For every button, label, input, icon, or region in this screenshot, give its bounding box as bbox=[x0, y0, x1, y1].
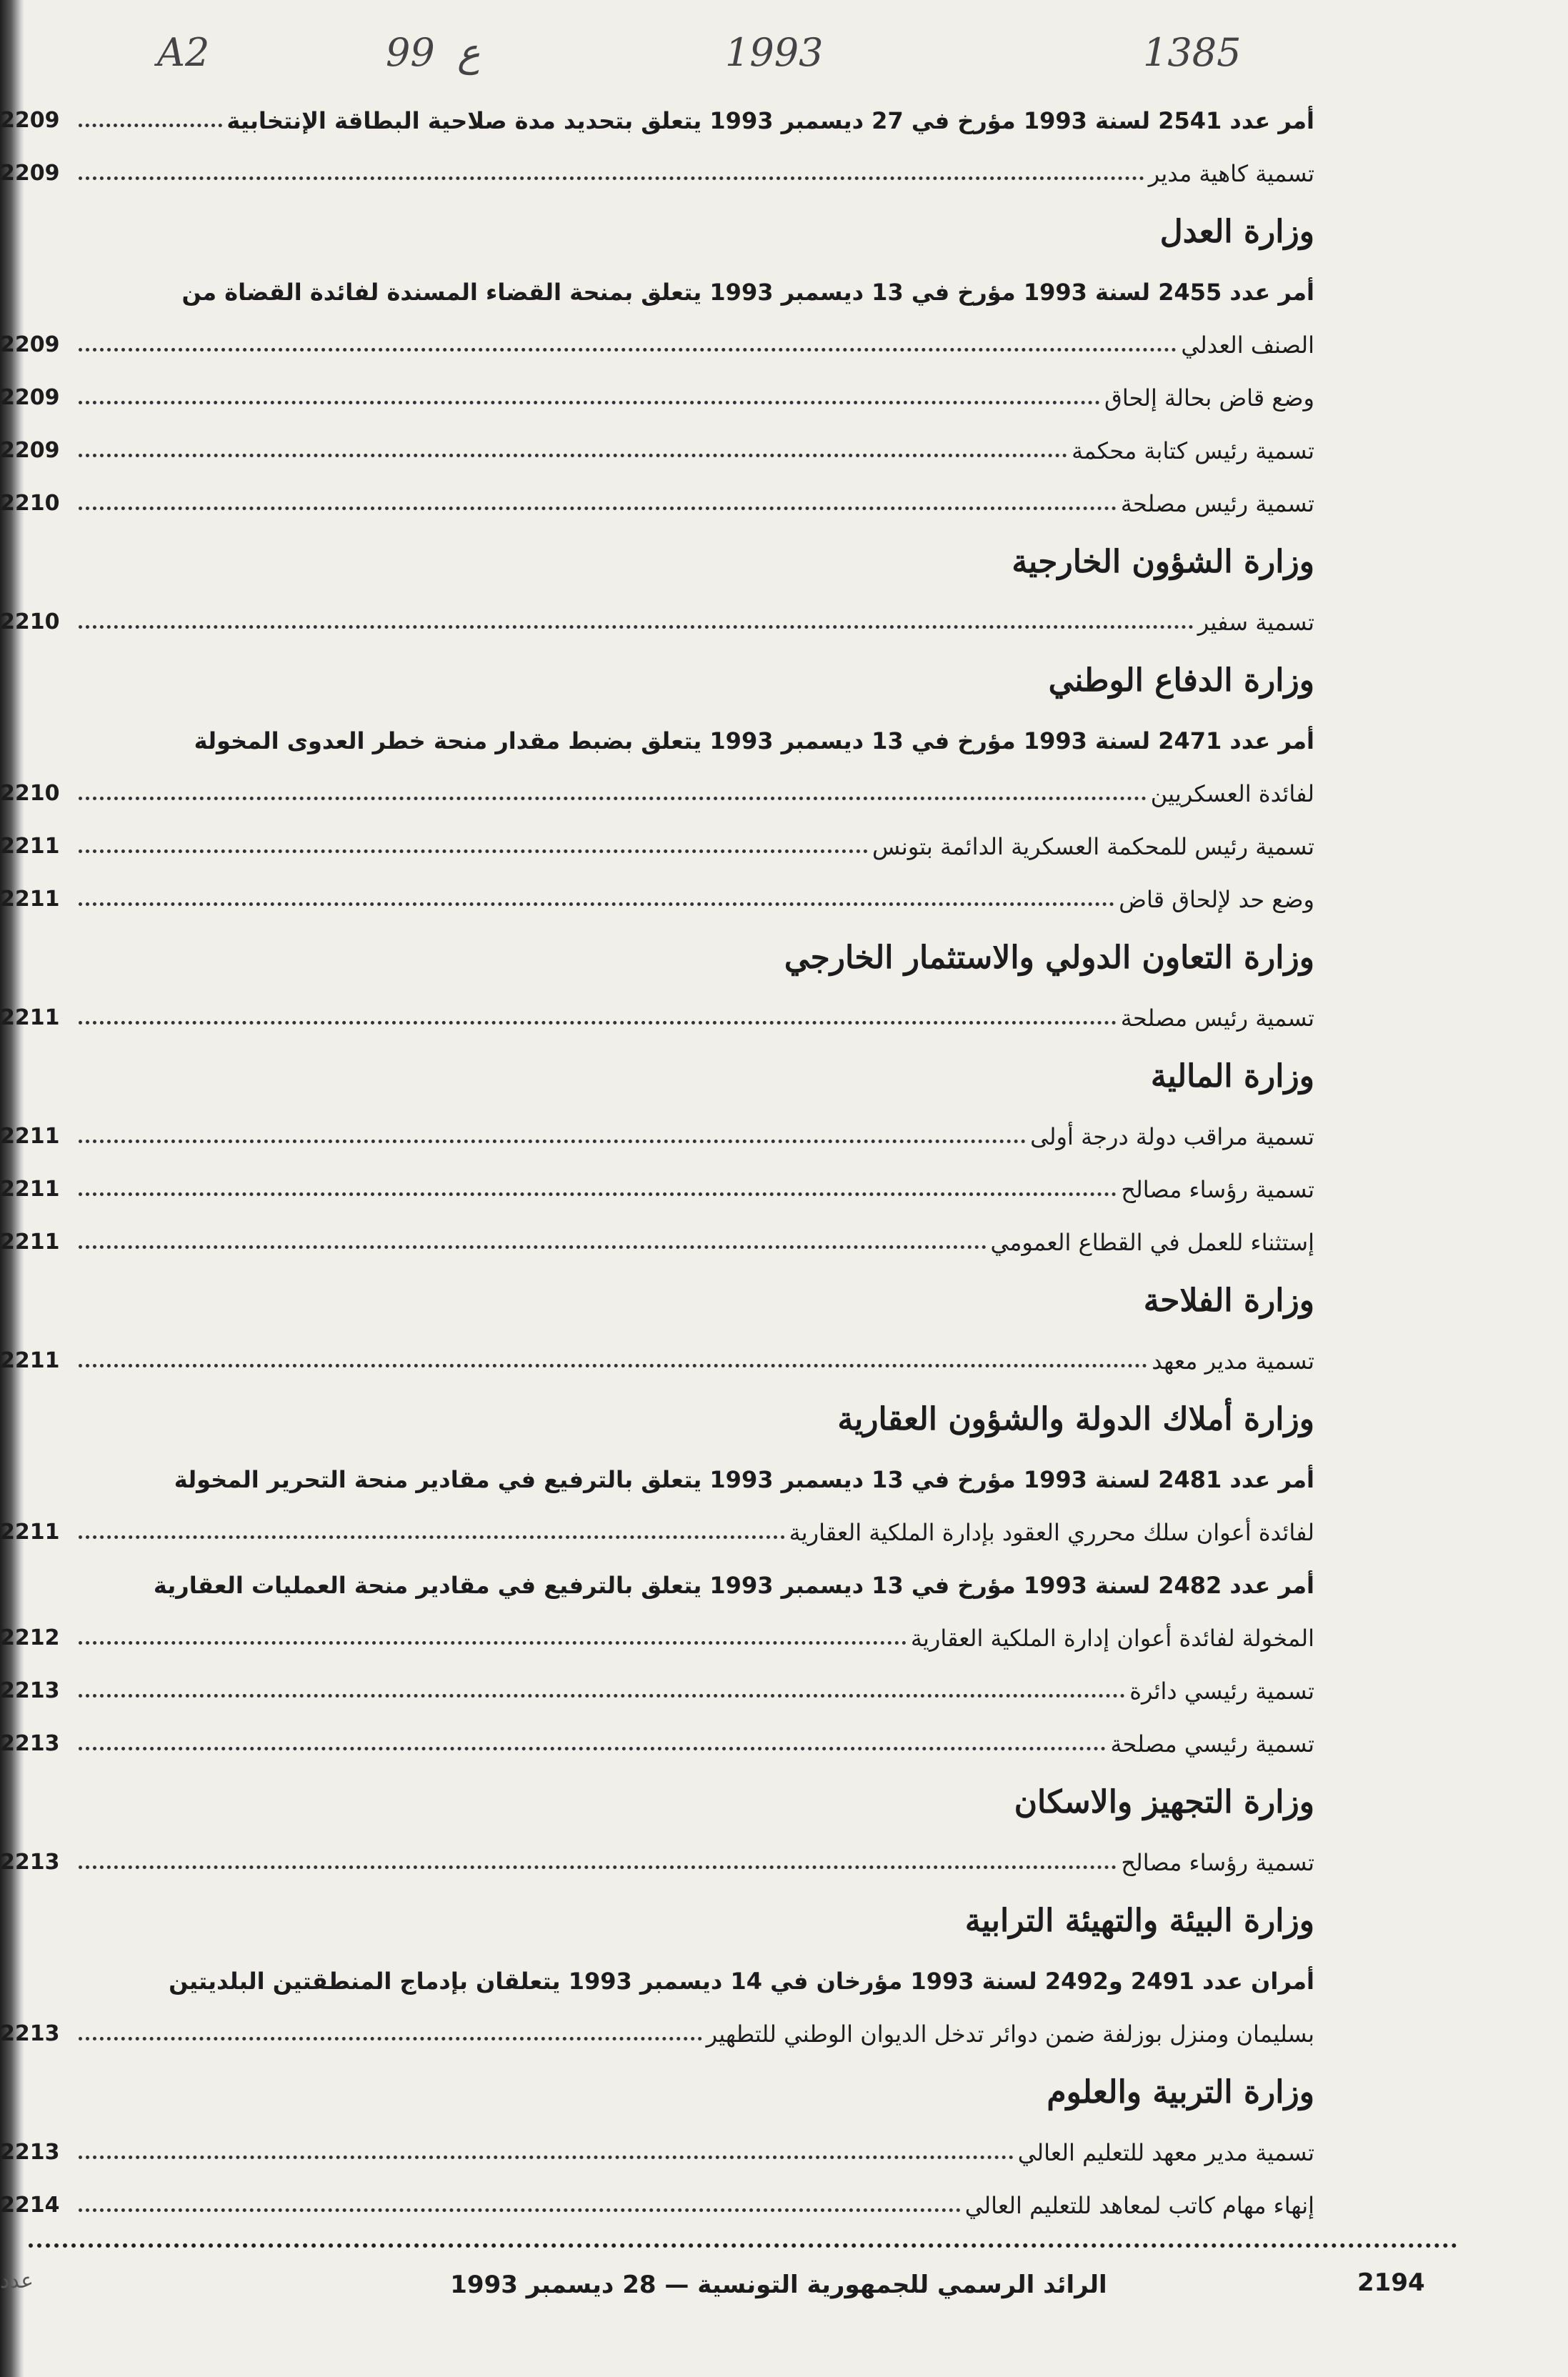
toc-entry-text: تسمية رئيسي دائرة bbox=[1129, 1678, 1314, 1705]
toc-entry bbox=[0, 812, 1314, 864]
dot-leader bbox=[79, 1364, 1147, 1367]
ministry-heading bbox=[29, 1260, 1314, 1326]
dot-leader bbox=[79, 401, 1100, 404]
toc-page-number: 2212 bbox=[0, 1625, 60, 1650]
toc-entry-text: تسمية رئيسي مصلحة bbox=[1110, 1730, 1314, 1758]
dot-leader bbox=[79, 1140, 1026, 1143]
toc-entry bbox=[0, 1709, 1314, 1762]
toc-page-number: 2209 bbox=[0, 108, 60, 133]
toc-entry-text: الصنف العدلي bbox=[1181, 332, 1314, 359]
ministry-heading-text: وزارة الفلاحة bbox=[1143, 1282, 1314, 1319]
toc-page-number: 2211 bbox=[0, 1005, 60, 1030]
toc-entry-text: أمر عدد 2471 لسنة 1993 مؤرخ في 13 ديسمبر 1993 يتعلق بضبط مقدار منحة خطر العدوى المخولة bbox=[194, 727, 1314, 754]
dot-leader bbox=[79, 176, 1144, 180]
dot-leader bbox=[79, 797, 1147, 800]
toc-page-number: 2213 bbox=[0, 1731, 60, 1756]
table-of-contents bbox=[0, 86, 1314, 2223]
dot-leader bbox=[79, 1245, 987, 1249]
dot-leader bbox=[79, 1865, 1117, 1869]
handwritten-note-year: 1993 bbox=[725, 30, 824, 75]
toc-entry-text: إنهاء مهام كاتب لمعاهد للتعليم العالي bbox=[964, 2192, 1314, 2219]
ministry-heading bbox=[29, 2052, 1314, 2118]
toc-entry bbox=[0, 416, 1314, 469]
toc-entry-text: تسمية رئيس مصلحة bbox=[1120, 1005, 1314, 1032]
footer-divider bbox=[29, 2243, 1457, 2248]
toc-entry-text: تسمية كاهية مدير bbox=[1148, 160, 1314, 187]
toc-entry-text: أمران عدد 2491 و2492 لسنة 1993 مؤرخان في 14 ديسمبر 1993 يتعلقان بإدماج المنطقتين البلديتين bbox=[169, 1968, 1314, 1995]
toc-page-number: 2209 bbox=[0, 332, 60, 357]
toc-entry bbox=[0, 139, 1314, 191]
ministry-heading-text: وزارة الدفاع الوطني bbox=[1048, 662, 1314, 699]
toc-entry bbox=[0, 864, 1314, 917]
toc-page-number: 2211 bbox=[0, 1124, 60, 1149]
toc-entry bbox=[0, 2118, 1314, 2171]
toc-entry-text: وضع قاض بحالة إلحاق bbox=[1104, 384, 1314, 412]
handwritten-note-1385: 1385 bbox=[1143, 30, 1242, 75]
toc-entry bbox=[0, 1102, 1314, 1155]
toc-entry bbox=[0, 1498, 1314, 1550]
toc-entry-text: تسمية رؤساء مصالح bbox=[1121, 1176, 1314, 1203]
toc-entry-text: تسمية مراقب دولة درجة أولى bbox=[1030, 1123, 1314, 1150]
toc-entry-text: أمر عدد 2455 لسنة 1993 مؤرخ في 13 ديسمبر 1993 يتعلق بمنحة القضاء المسندة لفائدة القضاة من bbox=[181, 279, 1314, 306]
toc-entry bbox=[0, 469, 1314, 522]
toc-entry-text: لفائدة أعوان سلك محرري العقود بإدارة الملكية العقارية bbox=[789, 1519, 1314, 1546]
ministry-heading bbox=[29, 1880, 1314, 1946]
dot-leader bbox=[79, 507, 1117, 510]
footer-page-number: 2194 bbox=[1357, 2268, 1425, 2297]
dot-leader bbox=[79, 1747, 1106, 1750]
toc-page-number: 2211 bbox=[0, 1177, 60, 1202]
toc-page-number: 2211 bbox=[0, 1520, 60, 1545]
toc-entry-text: أمر عدد 2541 لسنة 1993 مؤرخ في 27 ديسمبر 1993 يتعلق بتحديد مدة صلاحية البطاقة الإنتخابية bbox=[226, 107, 1314, 134]
toc-entry-text: تسمية رئيس مصلحة bbox=[1120, 490, 1314, 517]
toc-page-number: 2211 bbox=[0, 1230, 60, 1255]
footer-gazette-title: الرائد الرسمي للجمهورية التونسية — 28 ديسمبر 1993 bbox=[450, 2271, 1107, 2299]
dot-leader bbox=[79, 1021, 1117, 1025]
toc-page-number: 2214 bbox=[0, 2193, 60, 2218]
dot-leader bbox=[79, 902, 1114, 906]
dot-leader bbox=[79, 625, 1194, 629]
toc-page-number: 2213 bbox=[0, 1850, 60, 1875]
toc-page-number: 2213 bbox=[0, 2021, 60, 2046]
ministry-heading bbox=[29, 1036, 1314, 1102]
toc-page-number: 2209 bbox=[0, 161, 60, 186]
toc-entry-text: بسليمان ومنزل بوزلفة ضمن دوائر تدخل الديوان الوطني للتطهير bbox=[706, 2020, 1314, 2048]
ministry-heading-text: وزارة التعاون الدولي والاستثمار الخارجي bbox=[784, 940, 1314, 976]
handwritten-note-a2: A2 bbox=[157, 30, 210, 75]
ministry-heading bbox=[29, 522, 1314, 587]
toc-entry bbox=[0, 2171, 1314, 2223]
toc-page-number: 2211 bbox=[0, 1348, 60, 1373]
toc-entry-line bbox=[29, 1445, 1314, 1498]
toc-entry-text: تسمية رئيس كتابة محكمة bbox=[1072, 437, 1314, 464]
dot-leader bbox=[79, 1694, 1125, 1698]
toc-entry bbox=[0, 759, 1314, 812]
ministry-heading bbox=[29, 1762, 1314, 1828]
dot-leader bbox=[79, 1192, 1117, 1196]
toc-entry-text: إستثناء للعمل في القطاع العمومي bbox=[990, 1229, 1314, 1256]
toc-page-number: 2210 bbox=[0, 781, 60, 806]
ministry-heading-text: وزارة أملاك الدولة والشؤون العقارية bbox=[837, 1401, 1314, 1437]
toc-entry-text: تسمية سفير bbox=[1197, 609, 1314, 636]
dot-leader bbox=[79, 124, 222, 127]
toc-page-number: 2210 bbox=[0, 491, 60, 516]
toc-entry-text: تسمية رؤساء مصالح bbox=[1121, 1849, 1314, 1876]
toc-entry-line bbox=[29, 706, 1314, 759]
toc-page-number: 2210 bbox=[0, 609, 60, 634]
ministry-heading-text: وزارة الشؤون الخارجية bbox=[1012, 544, 1314, 580]
ministry-heading-text: وزارة التربية والعلوم bbox=[1047, 2074, 1314, 2111]
dot-leader bbox=[79, 1535, 785, 1539]
toc-entry-line bbox=[29, 257, 1314, 310]
toc-page-number: 2211 bbox=[0, 887, 60, 912]
ministry-heading-text: وزارة المالية bbox=[1150, 1058, 1314, 1095]
toc-entry bbox=[0, 363, 1314, 416]
dot-leader bbox=[79, 2208, 961, 2212]
toc-entry bbox=[0, 983, 1314, 1036]
toc-page-number: 2213 bbox=[0, 2140, 60, 2165]
toc-page-number: 2209 bbox=[0, 385, 60, 410]
toc-entry bbox=[0, 1603, 1314, 1656]
dot-leader bbox=[79, 2037, 702, 2040]
toc-page-number: 2209 bbox=[0, 438, 60, 463]
handwritten-note-ain: ع bbox=[457, 30, 481, 75]
toc-entry-text: تسمية مدير معهد bbox=[1152, 1347, 1314, 1375]
toc-entry-text: أمر عدد 2482 لسنة 1993 مؤرخ في 13 ديسمبر 1993 يتعلق بالترفيع في مقادير منحة العمليات العقارية bbox=[153, 1572, 1314, 1599]
toc-entry bbox=[0, 1207, 1314, 1260]
dot-leader bbox=[79, 454, 1067, 457]
toc-entry bbox=[0, 587, 1314, 640]
toc-entry-text: المخولة لفائدة أعوان إدارة الملكية العقارية bbox=[910, 1625, 1314, 1652]
toc-entry bbox=[0, 1155, 1314, 1207]
ministry-heading-text: وزارة البيئة والتهيئة الترابية bbox=[964, 1903, 1314, 1939]
toc-page-number: 2213 bbox=[0, 1678, 60, 1703]
toc-entry-text: تسمية رئيس للمحكمة العسكرية الدائمة بتونس bbox=[872, 833, 1314, 860]
ministry-heading bbox=[29, 640, 1314, 706]
toc-entry-text: تسمية مدير معهد للتعليم العالي bbox=[1017, 2139, 1314, 2166]
footer-edge-text: عدد bbox=[0, 2268, 34, 2293]
ministry-heading bbox=[29, 191, 1314, 257]
toc-entry-line bbox=[29, 1946, 1314, 1999]
dot-leader bbox=[79, 849, 868, 853]
toc-entry bbox=[0, 86, 1314, 139]
ministry-heading bbox=[29, 1379, 1314, 1445]
toc-entry bbox=[0, 310, 1314, 363]
toc-entry bbox=[0, 1656, 1314, 1709]
dot-leader bbox=[79, 1641, 907, 1645]
toc-entry-line bbox=[29, 1550, 1314, 1603]
ministry-heading bbox=[29, 917, 1314, 983]
ministry-heading-text: وزارة التجهيز والاسكان bbox=[1014, 1784, 1314, 1820]
ministry-heading-text: وزارة العدل bbox=[1159, 214, 1314, 250]
toc-entry bbox=[0, 1999, 1314, 2052]
toc-entry bbox=[0, 1828, 1314, 1880]
toc-page-number: 2211 bbox=[0, 834, 60, 859]
toc-entry-text: أمر عدد 2481 لسنة 1993 مؤرخ في 13 ديسمبر 1993 يتعلق بالترفيع في مقادير منحة التحرير المخولة bbox=[174, 1466, 1314, 1493]
handwritten-note-99: 99 bbox=[386, 30, 435, 75]
dot-leader bbox=[79, 2156, 1014, 2159]
dot-leader bbox=[79, 348, 1177, 352]
toc-entry-text: وضع حد لإلحاق قاض bbox=[1119, 886, 1314, 913]
toc-entry-text: لفائدة العسكريين bbox=[1150, 780, 1314, 807]
toc-entry bbox=[0, 1326, 1314, 1379]
